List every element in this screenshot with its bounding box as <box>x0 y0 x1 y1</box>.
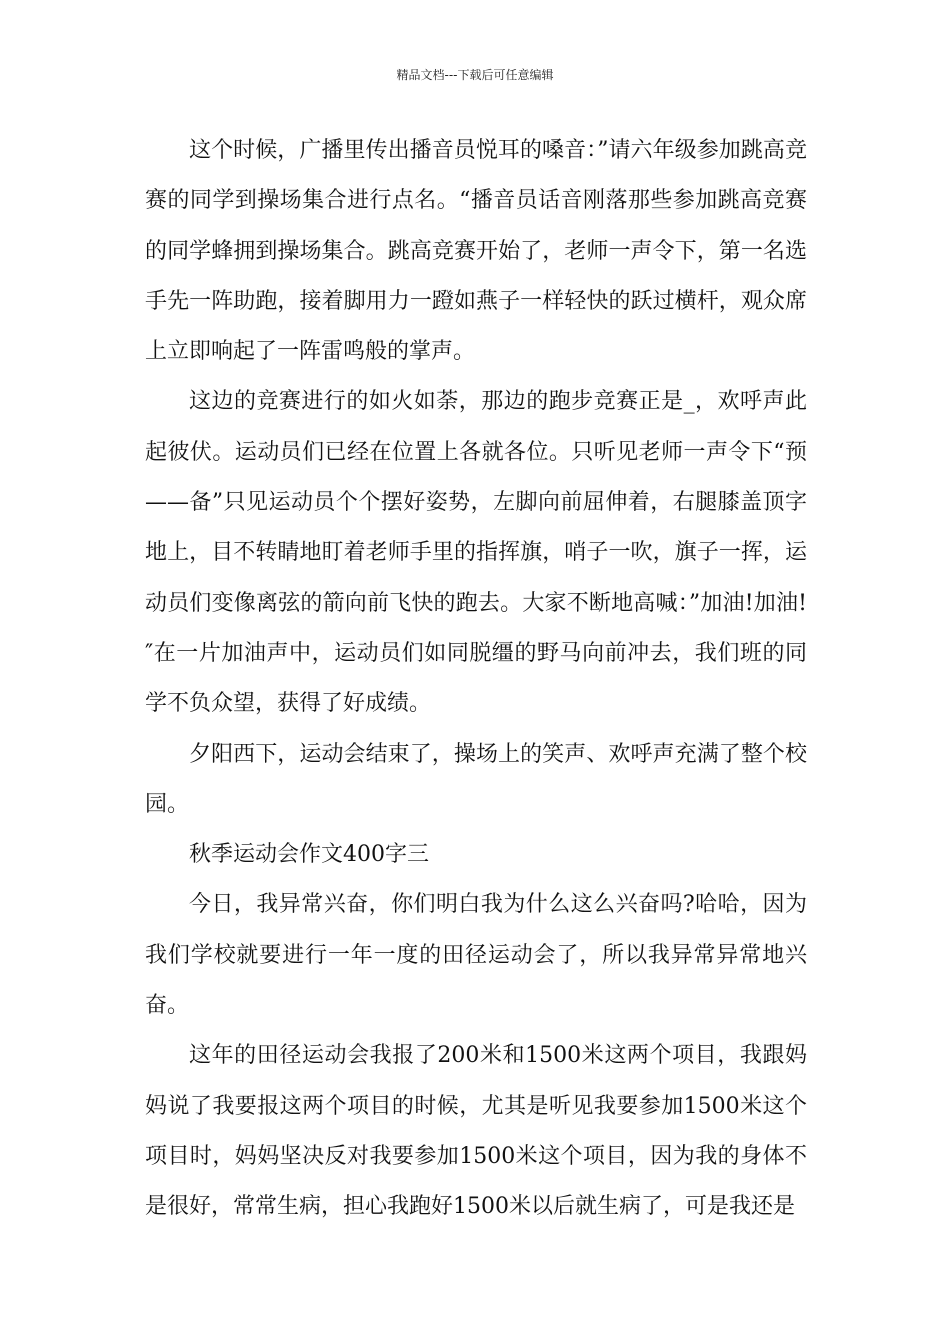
paragraph-excited: 今日，我异常兴奋，你们明白我为什么这么兴奋吗?哈哈，因为我们学校就要进行一年一度的田径运动会了，所以我异常异常地兴奋。 <box>145 892 807 1019</box>
paragraph-high-jump: 这个时候，广播里传出播音员悦耳的嗓音：”请六年级参加跳高竞赛的同学到操场集合进行点名。“播音员话音刚落那些参加跳高竞赛的同学蜂拥到操场集合。跳高竞赛开始了，老师一声令下，第一名选手先一阵助跑，接着脚用力一蹬如燕子一样轻快的跃过横杆，观众席上立即响起了一阵雷鸣般的掌声。 <box>145 138 807 365</box>
paragraph-events: 这年的田径运动会我报了200米和1500米这两个项目，我跟妈妈说了我要报这两个项目的时候，尤其是听见我要参加1500米这个项目时，妈妈坚决反对我要参加1500米这个项目，因为我的身体不是很好，常常生病，担心我跑好1500米以后就生病了，可是我还是 <box>145 1043 807 1220</box>
paragraph-sunset: 夕阳西下，运动会结束了，操场上的笑声、欢呼声充满了整个校园。 <box>145 741 807 817</box>
page-header: 精品文档---下载后可任意编辑 <box>396 68 554 82</box>
document-body <box>145 126 807 1233</box>
paragraph-running-race: 这边的竞赛进行的如火如荼，那边的跑步竞赛正是_，欢呼声此起彼伏。运动员们已经在位置上各就各位。只听见老师一声令下“预——备”只见运动员个个摆好姿势，左脚向前屈伸着，右腿膝盖顶字地上，目不转睛地盯着老师手里的指挥旗，哨子一吹，旗子一挥，运动员们变像离弦的箭向前飞快的跑去。大家不断地高喊：”加油!加油!″在一片加油声中，运动员们如同脱缰的野马向前冲去，我们班的同学不负众望，获得了好成绩。 <box>145 389 807 717</box>
essay-title: 秋季运动会作文400字三 <box>189 842 429 868</box>
